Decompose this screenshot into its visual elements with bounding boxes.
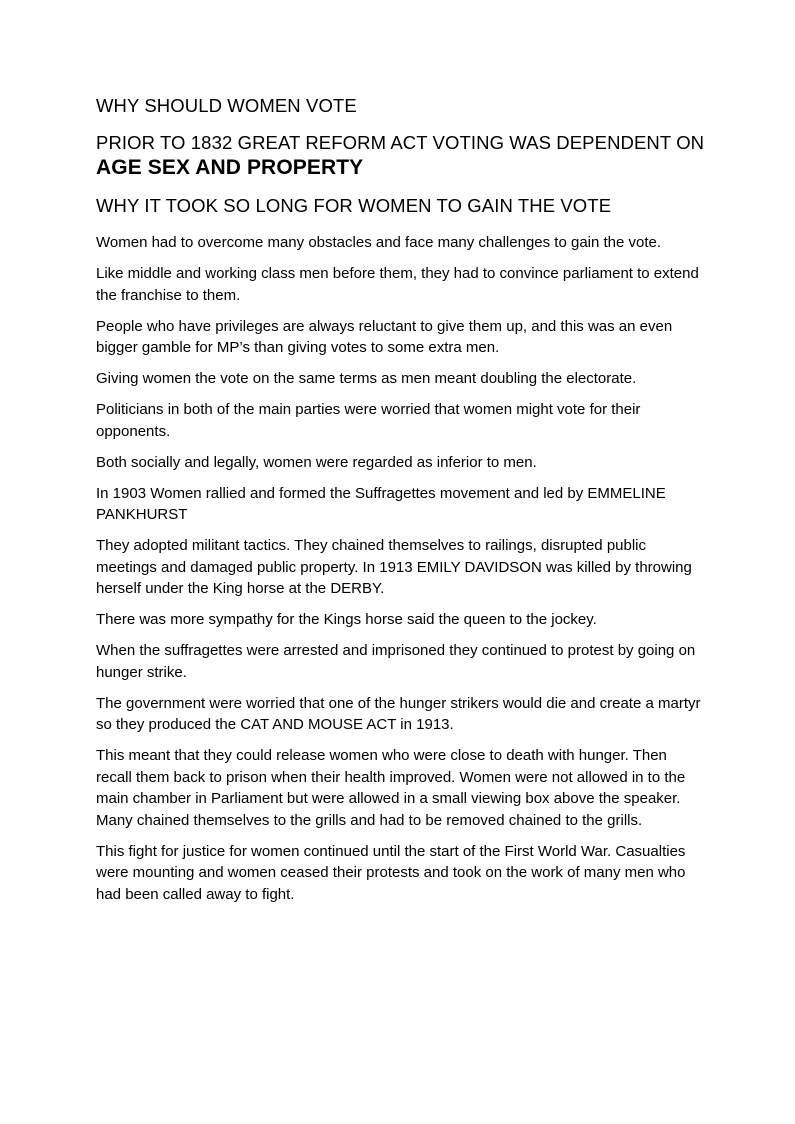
paragraph-politicians-worried: Politicians in both of the main parties were worried that women might vote for their opponents.	[96, 401, 641, 440]
section-heading: WHY IT TOOK SO LONG FOR WOMEN TO GAIN THE VOTE	[96, 195, 612, 216]
document-title: WHY SHOULD WOMEN VOTE	[96, 95, 357, 116]
paragraph-convince-parliament: Like middle and working class men before them, they had to convince parliament to extend the franchise to them.	[96, 265, 699, 304]
paragraph-kings-horse: There was more sympathy for the Kings horse said the queen to the jockey.	[96, 611, 597, 628]
paragraph-cat-and-mouse-act: The government were worried that one of the hunger strikers would die and create a martyr so they produced the CAT AND MOUSE ACT in 1913.	[96, 694, 701, 733]
paragraph-obstacles: Women had to overcome many obstacles and face many challenges to gain the vote.	[96, 234, 662, 251]
paragraph-suffragettes-formed: In 1903 Women rallied and formed the Suffragettes movement and led by EMMELINE PANKHURST	[96, 484, 666, 523]
document-page	[96, 94, 706, 915]
paragraph-militant-tactics: They adopted militant tactics. They chained themselves to railings, disrupted public meetings and damaged public property. In 1913 EMILY DAVIDSON was killed by throwing herself under the King horse at the DERBY.	[96, 537, 692, 597]
reform-act-heading-text: PRIOR TO 1832 GREAT REFORM ACT VOTING WAS DEPENDENT ON	[96, 132, 705, 153]
paragraph-first-world-war: This fight for justice for women continued until the start of the First World War. Casualties were mounting and women ceased their protests and took on the work of many men who had been called away to fight.	[96, 842, 686, 903]
reform-act-heading	[96, 130, 706, 180]
age-sex-property-emphasis: AGE SEX AND PROPERTY	[96, 156, 364, 179]
paragraph-release-and-recall: This meant that they could release women who were close to death with hunger. Then recall them back to prison when their health improved. Women were not allowed in to the main chamber in Parliament but were allowed in a small viewing box above the speaker. Many chained themselves to the grills and had to be removed chained to the grills.	[96, 747, 686, 829]
paragraph-hunger-strike: When the suffragettes were arrested and imprisoned they continued to protest by going on hunger strike.	[96, 642, 696, 681]
paragraph-doubling-electorate: Giving women the vote on the same terms as men meant doubling the electorate.	[96, 370, 637, 387]
paragraph-privileges: People who have privileges are always reluctant to give them up, and this was an even bigger gamble for MP’s than giving votes to some extra men.	[96, 317, 673, 356]
paragraph-regarded-inferior: Both socially and legally, women were regarded as inferior to men.	[96, 453, 537, 471]
